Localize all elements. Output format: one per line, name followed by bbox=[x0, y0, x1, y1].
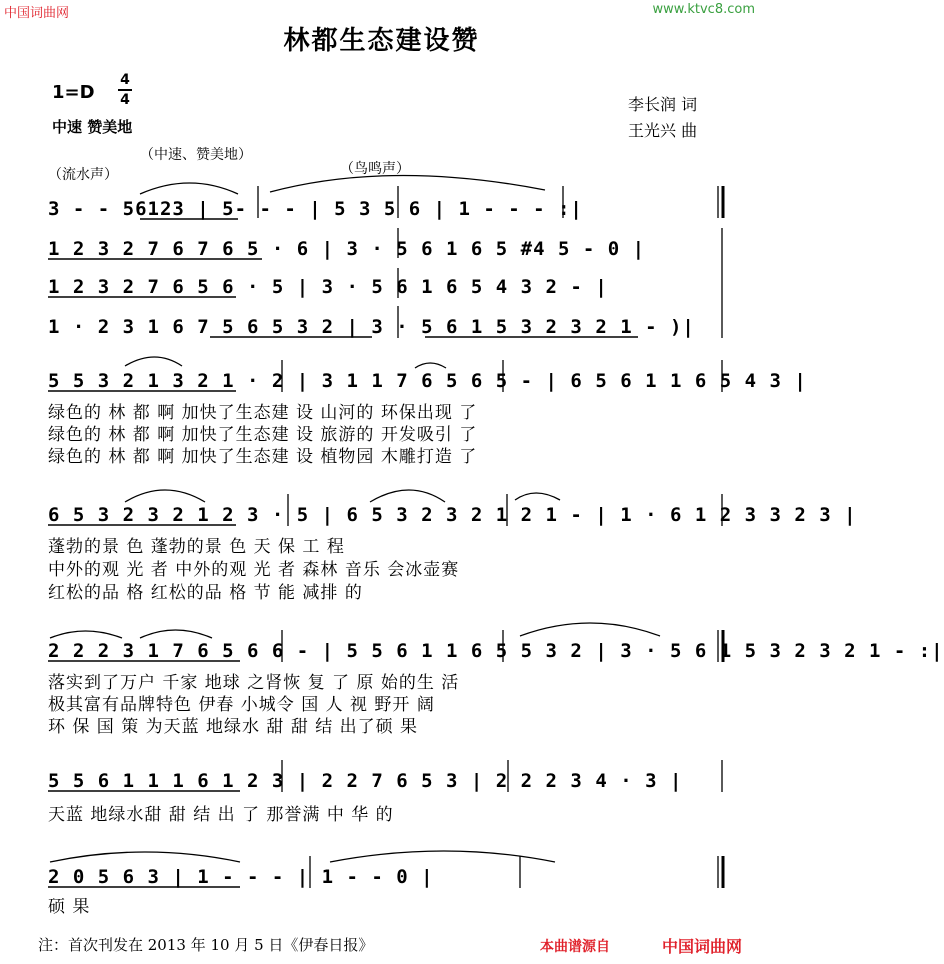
watermark-right: www.ktvc8.com bbox=[652, 2, 755, 17]
source-site[interactable]: 中国词曲网 bbox=[662, 937, 743, 956]
lyric-6-verse-1: 蓬勃的景 色 蓬勃的景 色 天 保 工 程 bbox=[48, 537, 345, 557]
tempo-marking: 中速 赞美地 bbox=[52, 118, 133, 136]
notation-line-4: 1 · 2 3 1 6 7 5 6 5 3 2 | 3 · 5 6 1 5 3 2 3 2 1 - )| bbox=[48, 316, 695, 338]
slur-10 bbox=[520, 623, 660, 636]
lyric-5-verse-1: 绿色的 林 都 啊 加快了生态建 设 山河的 环保出现 了 bbox=[48, 403, 478, 423]
publication-note: 注：首次刊发在 2013 年 10 月 5 日《伊春日报》 bbox=[38, 936, 374, 954]
lyric-6-verse-2: 中外的观 光 者 中外的观 光 者 森林 音乐 会冰壶赛 bbox=[48, 560, 460, 580]
water-sound: （流水声） bbox=[48, 167, 118, 183]
barlines bbox=[258, 186, 723, 888]
slur-4 bbox=[415, 363, 446, 368]
slur-8 bbox=[50, 631, 122, 638]
meter-top: 4 bbox=[120, 72, 130, 88]
slur-2 bbox=[270, 175, 545, 192]
source-label: 本曲谱源自 bbox=[540, 939, 610, 955]
composer-credit: 王光兴 曲 bbox=[628, 121, 698, 140]
lyric-9: 硕 果 bbox=[48, 897, 91, 917]
lyricist-credit: 李长润 词 bbox=[628, 95, 698, 114]
slur-11 bbox=[50, 852, 240, 862]
notation-line-2: 1 2 3 2 7 6 7 6 5 · 6 | 3 · 5 6 1 6 5 #4 5 - 0 | bbox=[48, 238, 646, 260]
slur-3 bbox=[125, 357, 182, 366]
lyric-7-verse-2: 极其富有品牌特色 伊春 小城令 国 人 视 野开 阔 bbox=[48, 695, 435, 715]
notation-line-5: 5 5 3 2 1 3 2 1 · 2 | 3 1 1 7 6 5 6 5 - | 6 5 6 1 1 6 5 4 3 | bbox=[48, 370, 807, 392]
meter-bottom: 4 bbox=[120, 92, 130, 108]
key-signature: 1=D bbox=[52, 82, 95, 103]
notation-line-1: 3 - - 56123 | 5- - - | 5 3 5 6 | 1 - - - :| bbox=[48, 198, 583, 220]
slur-6 bbox=[370, 490, 445, 502]
notation-line-6: 6 5 3 2 3 2 1 2 3 · 5 | 6 5 3 2 3 2 1 2 1 - | 1 · 6 1 2 3 3 2 3 | bbox=[48, 504, 857, 526]
notation-line-9: 2 0 5 6 3 | 1 - - - | 1 - - 0 | bbox=[48, 866, 434, 888]
slur-9 bbox=[140, 630, 212, 638]
lyric-6-verse-3: 红松的品 格 红松的品 格 节 能 减排 的 bbox=[48, 583, 363, 603]
underline-beams bbox=[48, 219, 638, 887]
notation-line-7: 2 2 2 3 1 7 6 5 6 6 - | 5 5 6 1 1 6 5 5 3 2 | 3 · 5 6 1 5 3 2 3 2 1 - :| bbox=[48, 640, 944, 662]
slur-1 bbox=[140, 183, 238, 194]
slur-12 bbox=[330, 851, 555, 862]
lyric-8: 天蓝 地绿水甜 甜 结 出 了 那誉满 中 华 的 bbox=[48, 805, 394, 825]
lyric-7-verse-1: 落实到了万户 千家 地球 之肾恢 复 了 原 始的生 活 bbox=[48, 673, 460, 693]
lyric-7-verse-3: 环 保 国 策 为天蓝 地绿水 甜 甜 结 出了硕 果 bbox=[48, 717, 419, 737]
lyric-5-verse-3: 绿色的 林 都 啊 加快了生态建 设 植物园 木雕打造 了 bbox=[48, 447, 478, 467]
notation-line-8: 5 5 6 1 1 1 6 1 2 3 | 2 2 7 6 5 3 | 2 2 2 3 4 · 3 | bbox=[48, 770, 683, 792]
bird-sound: （鸟鸣声） bbox=[340, 161, 410, 177]
song-title: 林都生态建设赞 bbox=[283, 26, 480, 56]
intro-tempo: （中速、赞美地） bbox=[140, 147, 252, 163]
notation-line-3: 1 2 3 2 7 6 5 6 · 5 | 3 · 5 6 1 6 5 4 3 2 - | bbox=[48, 276, 608, 298]
lyric-5-verse-2: 绿色的 林 都 啊 加快了生态建 设 旅游的 开发吸引 了 bbox=[48, 425, 478, 445]
slur-5 bbox=[125, 490, 205, 502]
slur-7 bbox=[515, 493, 560, 500]
watermark-left: 中国词曲网 bbox=[4, 6, 70, 21]
